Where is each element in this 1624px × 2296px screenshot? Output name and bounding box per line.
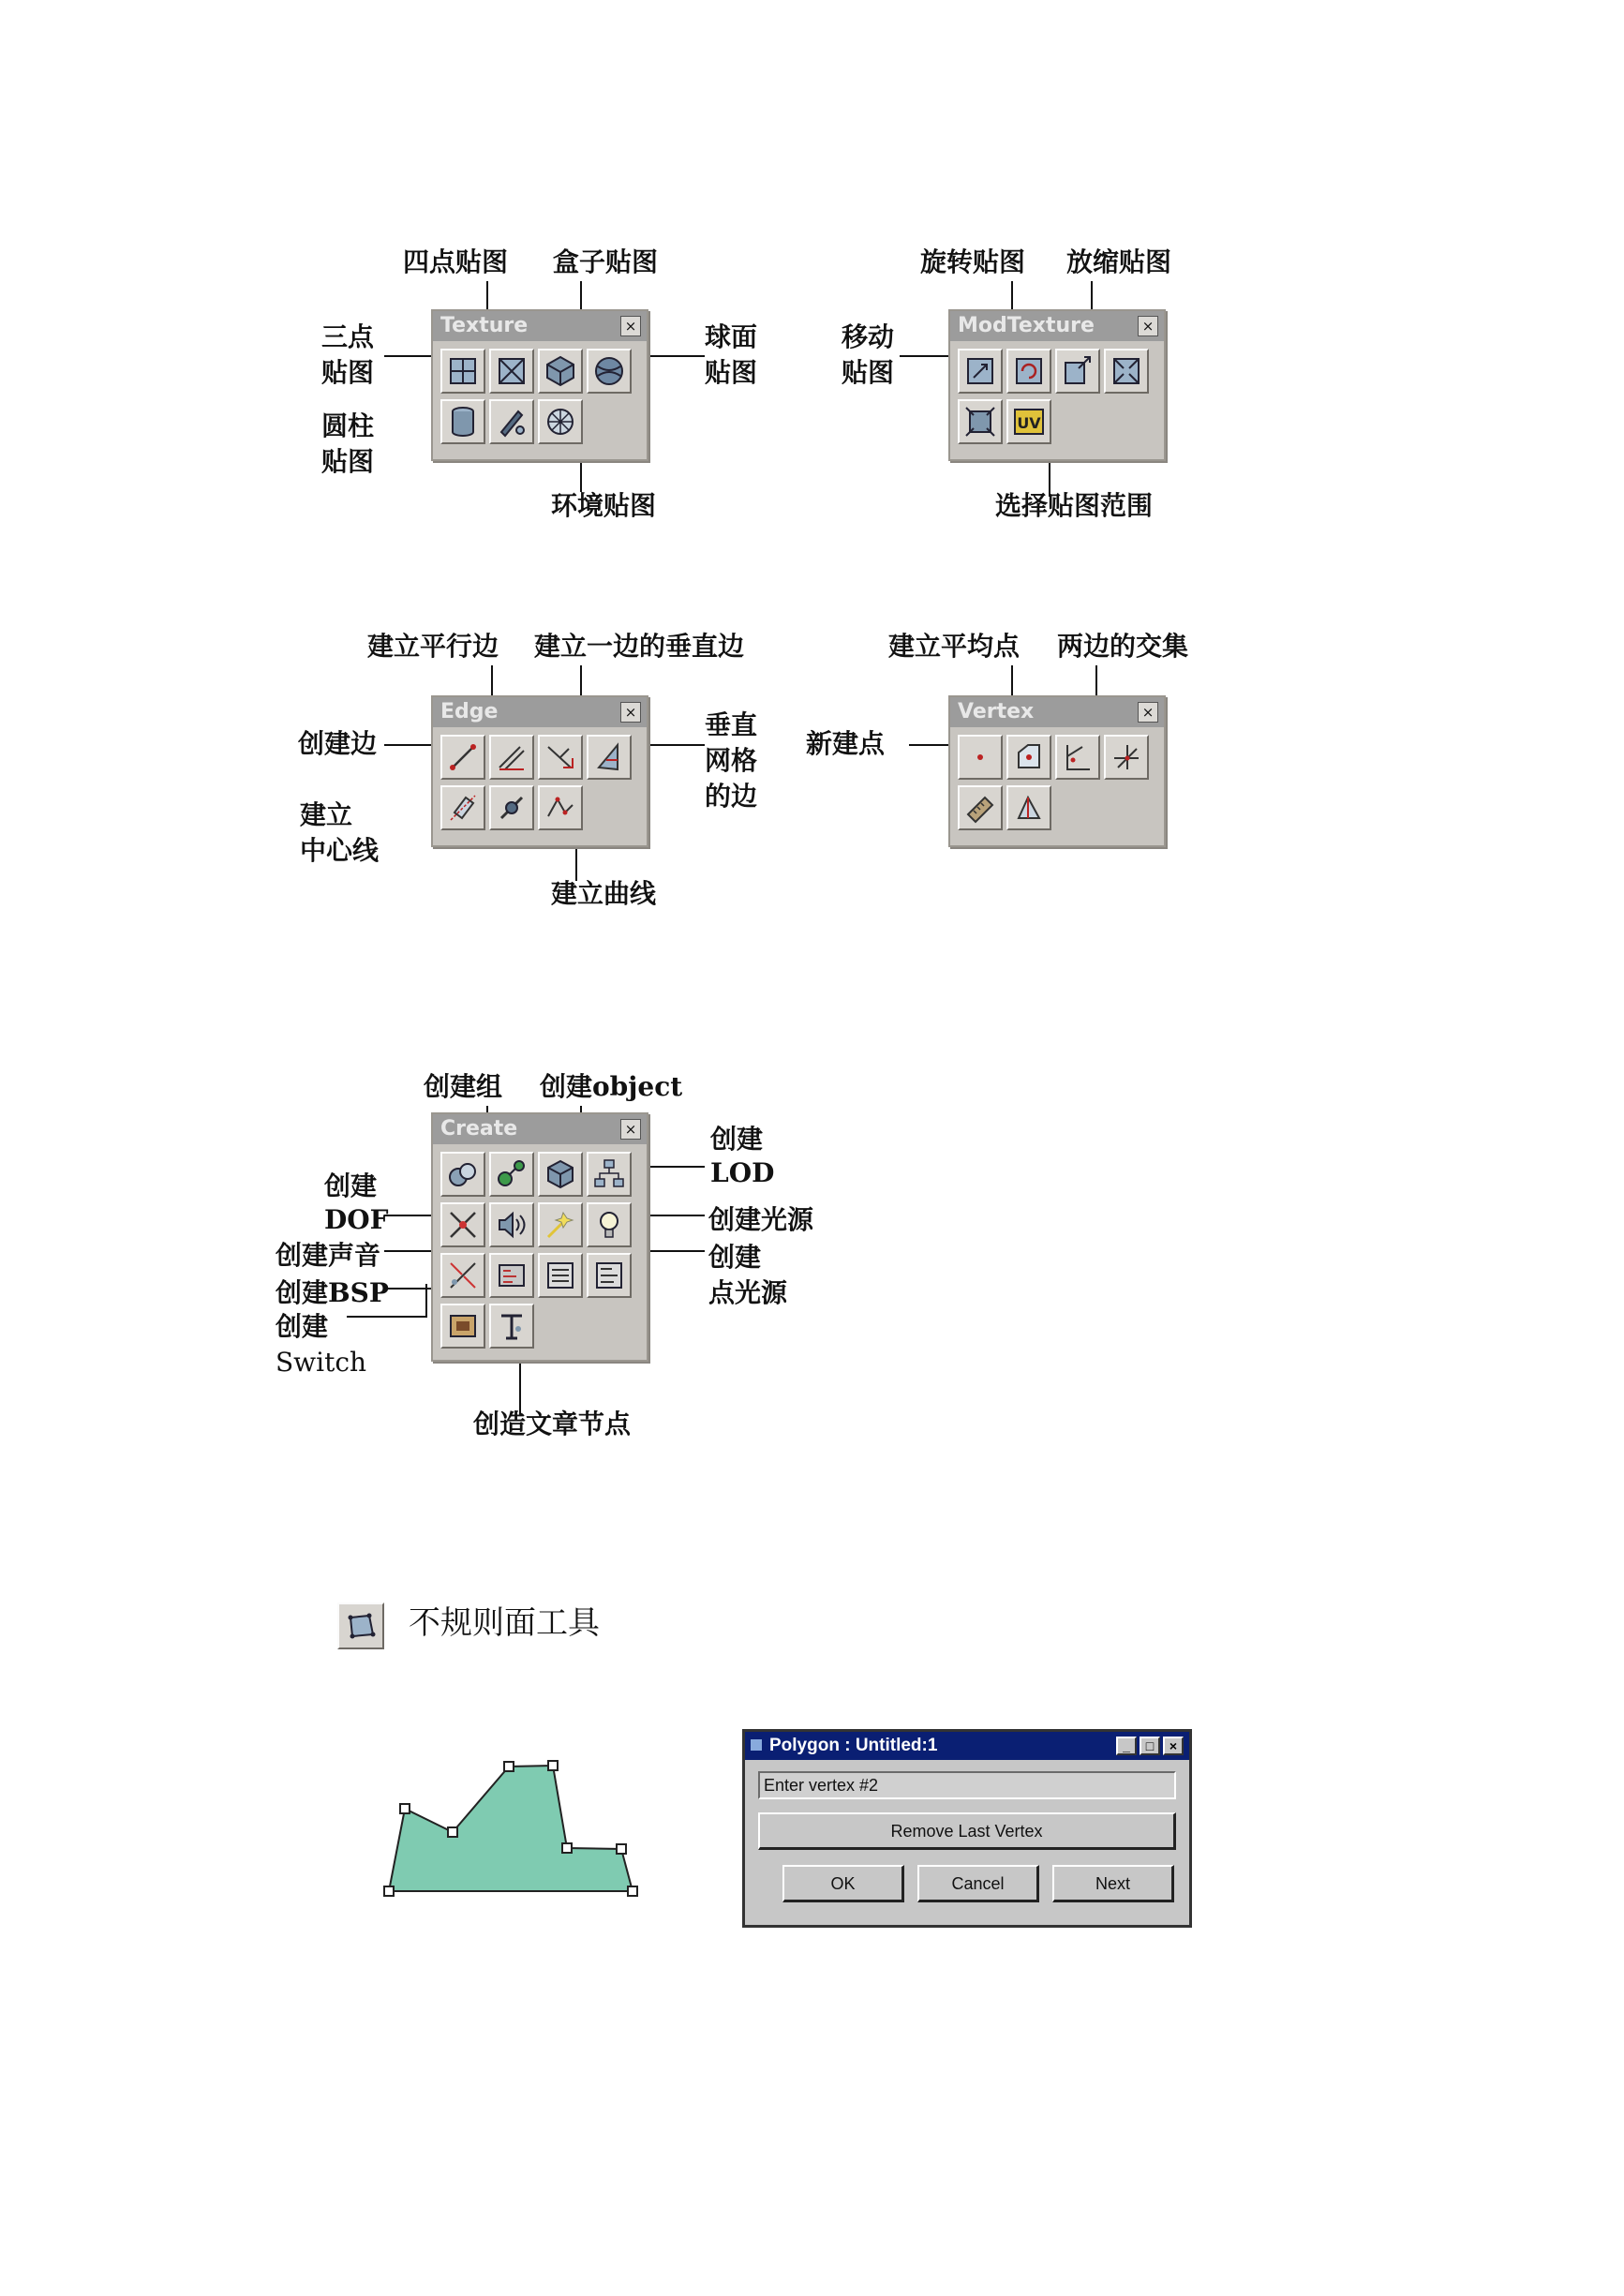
mesh-perpendicular-edge-button[interactable]: [587, 735, 632, 780]
parallel-edge-button[interactable]: [489, 735, 534, 780]
label-sphere-1: 球面: [705, 321, 758, 352]
label-lod-2: LOD: [710, 1157, 775, 1188]
create-grid-node-2-button[interactable]: [587, 1253, 632, 1298]
curve-button[interactable]: [538, 785, 583, 830]
edge-title: Edge: [440, 700, 499, 723]
label-mesh-2: 网格: [705, 745, 758, 776]
four-point-map-icon: [494, 353, 529, 389]
vertex-titlebar[interactable]: [950, 697, 1164, 727]
label-create-object: 创建object: [540, 1071, 683, 1102]
close-button[interactable]: ×: [1163, 1737, 1184, 1755]
text-node-icon: [494, 1308, 529, 1344]
label-point-light-2: 点光源: [708, 1277, 788, 1308]
modtexture-title: ModTexture: [958, 314, 1095, 337]
create-titlebar[interactable]: [433, 1114, 647, 1144]
texture-titlebar[interactable]: [433, 311, 647, 341]
create-edge-icon: [445, 739, 481, 775]
sphere-map-icon: [591, 353, 627, 389]
label-text-node: 创造文章节点: [473, 1409, 632, 1439]
close-icon[interactable]: ×: [620, 702, 641, 723]
lod-icon: [591, 1156, 627, 1192]
label-create-sound: 创建声音: [276, 1240, 381, 1271]
create-toolbar: [431, 1112, 648, 1362]
vertex-split-icon: [1011, 790, 1047, 826]
create-misc-icon: [494, 1258, 529, 1293]
uv-range-text: UV: [1017, 414, 1041, 432]
label-create-group: 创建组: [424, 1071, 503, 1102]
scale-map-icon: [1060, 353, 1095, 389]
centerline-icon: [445, 790, 481, 826]
create-cube-button[interactable]: [538, 1152, 583, 1197]
intersection-icon: [1060, 739, 1095, 775]
remove-last-vertex-button[interactable]: Remove Last Vertex: [758, 1812, 1176, 1850]
perpendicular-edge-icon: [543, 739, 578, 775]
create-text-node-button[interactable]: [489, 1304, 534, 1349]
sound-icon: [494, 1207, 529, 1243]
vertex-handle[interactable]: [562, 1843, 572, 1853]
vertex-handle[interactable]: [617, 1844, 626, 1854]
label-switch-1: 创建: [276, 1311, 329, 1342]
maximize-button[interactable]: □: [1140, 1737, 1160, 1755]
point-light-icon: [591, 1207, 627, 1243]
modtexture-titlebar[interactable]: [950, 311, 1164, 341]
label-scale-map: 放缩贴图: [1066, 246, 1172, 277]
light-source-icon: [543, 1207, 578, 1243]
label-select-range: 选择贴图范围: [995, 490, 1154, 521]
environment-map-icon: [543, 404, 578, 440]
vertex-split-button[interactable]: [1006, 785, 1051, 830]
modtexture-toolbar: [948, 309, 1166, 461]
label-average-vertex: 建立平均点: [888, 631, 1021, 662]
parallel-edge-icon: [494, 739, 529, 775]
fit-map-button[interactable]: [1104, 349, 1149, 394]
edge-tool-icon: [494, 790, 529, 826]
four-point-map-button[interactable]: [489, 349, 534, 394]
vertex-tool-button[interactable]: [1104, 735, 1149, 780]
system-menu-icon[interactable]: [751, 1739, 762, 1751]
label-parallel-edge: 建立平行边: [367, 631, 499, 662]
polygon-illustration: [375, 1743, 656, 1902]
switch-icon: [445, 1308, 481, 1344]
texture-tool-button[interactable]: [489, 399, 534, 444]
three-point-map-button[interactable]: [440, 349, 485, 394]
texture-title: Texture: [440, 314, 529, 337]
edge-titlebar[interactable]: [433, 697, 647, 727]
create-dof-button[interactable]: [440, 1202, 485, 1247]
vertex-handle[interactable]: [400, 1804, 410, 1813]
intersection-button[interactable]: [1055, 735, 1100, 780]
scale-map-button[interactable]: [1055, 349, 1100, 394]
texture-toolbar: [431, 309, 648, 461]
label-create-light: 创建光源: [708, 1204, 814, 1235]
create-title: Create: [440, 1117, 518, 1141]
vertex-title: Vertex: [958, 700, 1035, 723]
group-icon: [445, 1156, 481, 1192]
cylinder-map-icon: [445, 404, 481, 440]
label-curve: 建立曲线: [551, 878, 657, 909]
box-map-icon: [543, 353, 578, 389]
label-new-point: 新建点: [806, 728, 886, 759]
next-button[interactable]: Next: [1052, 1865, 1174, 1902]
polygon-tool-icon: [343, 1608, 379, 1644]
label-mesh-1: 垂直: [705, 709, 758, 740]
move-map-icon: [962, 353, 998, 389]
label-cylinder-2: 贴图: [321, 446, 375, 477]
mesh-perpendicular-edge-icon: [591, 739, 627, 775]
tile-map-button[interactable]: [958, 399, 1003, 444]
vertex-handle[interactable]: [384, 1886, 394, 1896]
label-create-bsp: 创建BSP: [276, 1277, 389, 1308]
fit-map-icon: [1109, 353, 1144, 389]
create-switch-button[interactable]: [440, 1304, 485, 1349]
label-environment-map: 环境贴图: [551, 490, 657, 521]
object-icon: [494, 1156, 529, 1192]
grid-node-2-icon: [591, 1258, 627, 1293]
label-cylinder-1: 圆柱: [321, 410, 375, 441]
create-group-button[interactable]: [440, 1152, 485, 1197]
box-map-button[interactable]: [538, 349, 583, 394]
create-bsp-button[interactable]: [440, 1253, 485, 1298]
create-object-button[interactable]: [489, 1152, 534, 1197]
label-intersection: 两边的交集: [1057, 631, 1189, 662]
label-perpendicular-edge: 建立一边的垂直边: [534, 631, 745, 662]
label-centerline-1: 建立: [300, 799, 353, 830]
label-box-map: 盒子贴图: [553, 246, 659, 277]
vertex-handle[interactable]: [448, 1827, 457, 1837]
label-create-edge: 创建边: [298, 728, 378, 759]
create-light-button[interactable]: [538, 1202, 583, 1247]
label-mesh-3: 的边: [705, 781, 758, 812]
texture-tool-icon: [494, 404, 529, 440]
vertex-handle[interactable]: [628, 1886, 637, 1896]
ok-button[interactable]: OK: [782, 1865, 904, 1902]
polygon-shape: [389, 1766, 633, 1891]
label-switch-2: Switch: [276, 1347, 367, 1378]
label-rotate-map: 旋转贴图: [920, 246, 1026, 277]
vertex-handle[interactable]: [548, 1761, 558, 1770]
environment-map-button[interactable]: [538, 399, 583, 444]
close-icon[interactable]: ×: [620, 1119, 641, 1140]
rotate-map-button[interactable]: [1006, 349, 1051, 394]
create-point-light-button[interactable]: [587, 1202, 632, 1247]
sphere-map-button[interactable]: [587, 349, 632, 394]
rotate-map-icon: [1011, 353, 1047, 389]
vertex-ruler-icon: [962, 790, 998, 826]
label-three-point-2: 贴图: [321, 357, 375, 388]
create-edge-button[interactable]: [440, 735, 485, 780]
polygon-dialog-title: Polygon : Untitled:1: [769, 1736, 938, 1755]
cube-icon: [543, 1156, 578, 1192]
polygon-tool-heading: 不规则面工具: [409, 1604, 600, 1642]
edge-tool-button[interactable]: [489, 785, 534, 830]
cylinder-map-button[interactable]: [440, 399, 485, 444]
tile-map-icon: [962, 404, 998, 440]
dof-icon: [445, 1207, 481, 1243]
label-move-2: 贴图: [842, 357, 895, 388]
label-point-light-1: 创建: [708, 1242, 762, 1273]
grid-node-icon: [543, 1258, 578, 1293]
vertex-ruler-button[interactable]: [958, 785, 1003, 830]
uv-range-button[interactable]: [1006, 399, 1051, 444]
edge-toolbar: [431, 695, 648, 847]
vertex-toolbar: [948, 695, 1166, 847]
polygon-dialog: [742, 1729, 1192, 1928]
create-misc-button[interactable]: [489, 1253, 534, 1298]
label-four-point-map: 四点贴图: [403, 246, 509, 277]
label-dof-1: 创建: [324, 1170, 378, 1201]
cancel-button[interactable]: Cancel: [917, 1865, 1039, 1902]
average-vertex-button[interactable]: [1006, 735, 1051, 780]
perpendicular-edge-button[interactable]: [538, 735, 583, 780]
average-vertex-icon: [1011, 739, 1047, 775]
label-three-point-1: 三点: [321, 321, 375, 352]
minimize-button[interactable]: _: [1116, 1737, 1137, 1755]
new-vertex-button[interactable]: [958, 735, 1003, 780]
vertex-prompt-field[interactable]: Enter vertex #2: [758, 1771, 1176, 1799]
close-icon[interactable]: ×: [1138, 316, 1158, 336]
label-dof-2: DOF: [324, 1204, 389, 1235]
create-sound-button[interactable]: [489, 1202, 534, 1247]
polygon-tool-button[interactable]: [337, 1603, 384, 1649]
vertex-tool-icon: [1109, 739, 1144, 775]
centerline-button[interactable]: [440, 785, 485, 830]
label-move-1: 移动: [842, 321, 895, 352]
curve-icon: [543, 790, 578, 826]
label-centerline-2: 中心线: [300, 835, 380, 866]
uv-range-icon: [1011, 404, 1047, 440]
close-icon[interactable]: ×: [1138, 702, 1158, 723]
close-icon[interactable]: ×: [620, 316, 641, 336]
create-grid-node-button[interactable]: [538, 1253, 583, 1298]
create-lod-button[interactable]: [587, 1152, 632, 1197]
three-point-map-icon: [445, 353, 481, 389]
polygon-dialog-titlebar[interactable]: [745, 1732, 1189, 1760]
vertex-handle[interactable]: [504, 1762, 514, 1771]
move-map-button[interactable]: [958, 349, 1003, 394]
bsp-icon: [445, 1258, 481, 1293]
label-lod-1: 创建: [710, 1124, 764, 1155]
new-vertex-icon: [962, 739, 998, 775]
label-sphere-2: 贴图: [705, 357, 758, 388]
